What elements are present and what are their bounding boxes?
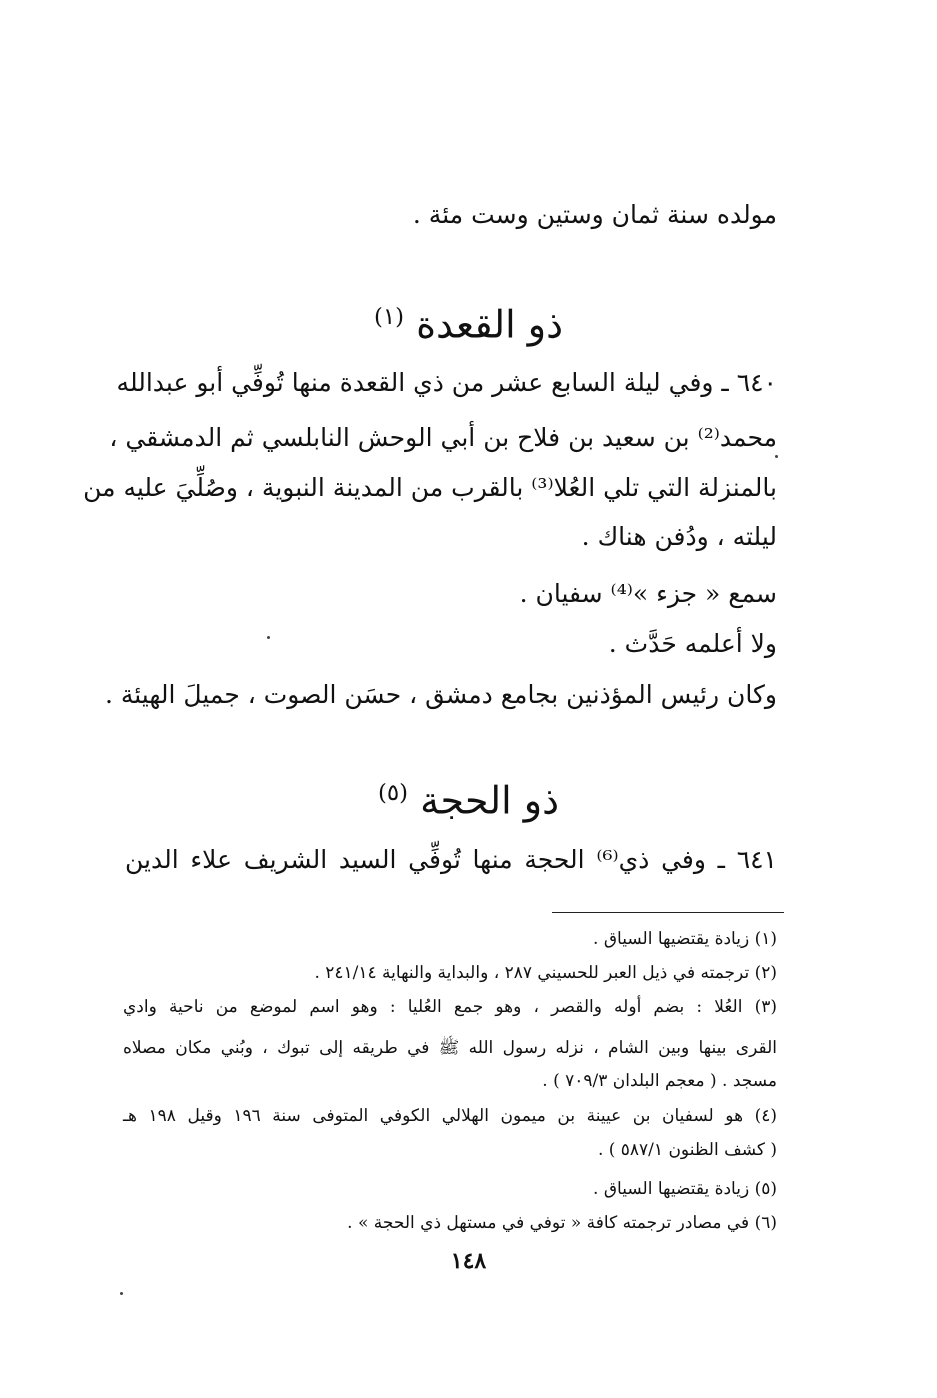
line-heard: سمع « جزء »⁽⁴⁾ سفيان . <box>519 579 777 608</box>
entry-640-line-1: ٦٤٠ ـ وفي ليلة السابع عشر من ذي القعدة منها تُوفِّي أبو عبدالله <box>116 368 777 397</box>
entry-641-line-1: ٦٤١ ـ وفي ذي⁽⁶⁾ الحجة منها تُوفِّي السيد الشريف علاء الدين <box>125 845 777 874</box>
page-number: ١٤٨ <box>450 1248 487 1274</box>
footnote-3-line-3: مسجد . ( معجم البلدان ٧٠٩/٣ ) . <box>542 1071 777 1091</box>
footnote-3-line-2: القرى بينها وبين الشام ، نزله رسول الله ﷺ في طريقه إلى تبوك ، وبُني مكان مصلاه <box>123 1038 777 1058</box>
line-muezzin: وكان رئيس المؤذنين بجامع دمشق ، حسَن الصوت ، جميلَ الهيئة . <box>104 680 777 709</box>
line-not-know: ولا أعلمه حَدَّث . <box>608 629 777 658</box>
scan-speck <box>267 636 270 639</box>
footnote-4-line-1: (٤) هو لسفيان بن عيينة بن ميمون الهلالي الكوفي المتوفى سنة ١٩٦ وقيل ١٩٨ هـ <box>123 1106 777 1126</box>
footnote-2: (٢) ترجمته في ذيل العبر للحسيني ٢٨٧ ، والبداية والنهاية ٢٤١/١٤ . <box>314 963 777 983</box>
scan-speck <box>120 1292 123 1295</box>
footnote-divider <box>552 912 784 913</box>
entry-640-line-3: بالمنزلة التي تلي العُلا⁽³⁾ بالقرب من المدينة النبوية ، وصُلِّيَ عليه من <box>83 473 777 502</box>
footnote-6: (٦) في مصادر ترجمته كافة « توفي في مستهل ذي الحجة » . <box>347 1213 777 1233</box>
entry-640-line-4: ليلته ، ودُفن هناك . <box>581 522 777 551</box>
heading-text: ذو القعدة <box>416 302 564 347</box>
footnote-1: (١) زيادة يقتضيها السياق . <box>593 929 777 949</box>
footnote-4-line-2: ( كشف الظنون ٥٨٧/١ ) . <box>597 1140 777 1160</box>
entry-640-line-2: محمد⁽²⁾ بن سعيد بن فلاح بن أبي الوحش النابلسي ثم الدمشقي ، <box>109 423 777 452</box>
heading-note: (٥) <box>377 780 409 806</box>
section-heading-dhu-al-qadah <box>0 292 937 350</box>
footnote-5: (٥) زيادة يقتضيها السياق . <box>593 1179 777 1199</box>
intro-line: مولده سنة ثمان وستين وست مئة . <box>412 200 777 229</box>
footnote-3-line-1: (٣) العُلا : بضم أوله والقصر ، وهو جمع العُليا : وهو اسم لموضع من ناحية وادي <box>123 997 777 1017</box>
heading-note: (١) <box>373 304 405 330</box>
heading-text: ذو الحجة <box>420 778 560 823</box>
section-heading-dhu-al-hijjah <box>0 768 937 826</box>
scan-speck <box>775 455 778 458</box>
